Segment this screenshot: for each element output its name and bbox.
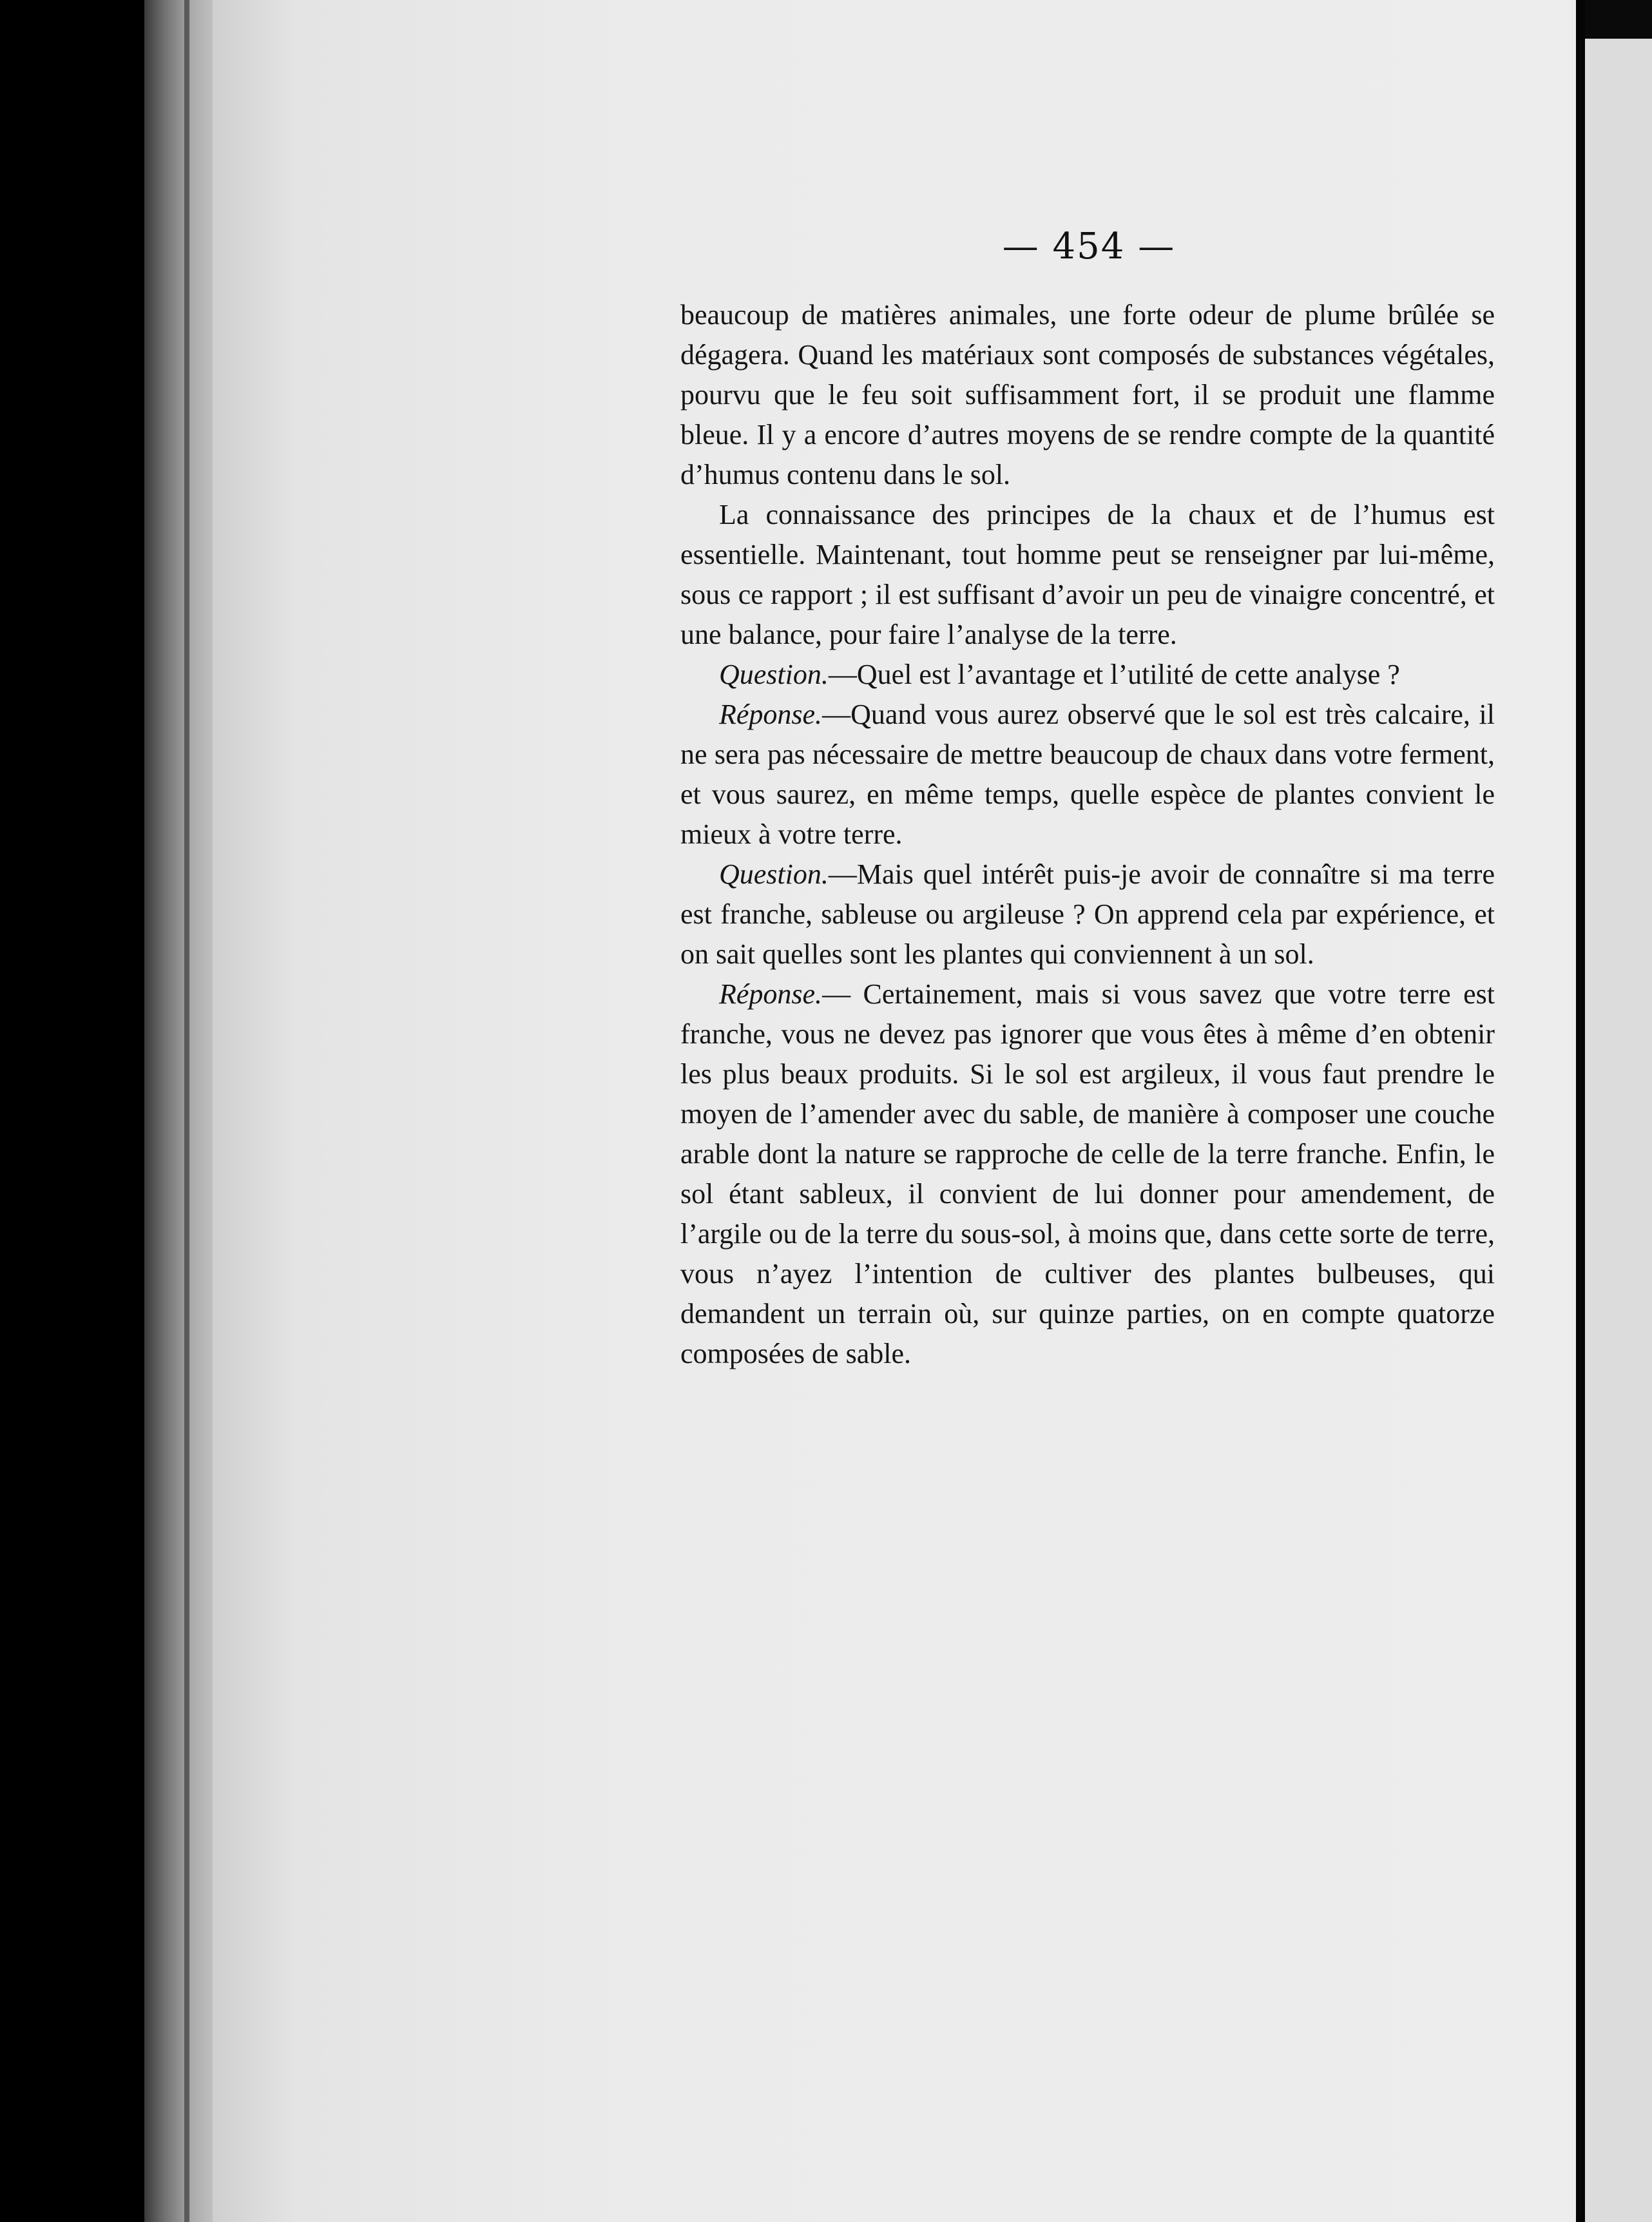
speaker-label: Réponse. bbox=[719, 978, 823, 1010]
paragraph bbox=[680, 655, 1495, 695]
paragraph bbox=[680, 295, 1495, 495]
paragraph-text: —Mais quel intérêt puis-je avoir de connaître si ma terre est franche, sableuse ou argileuse ? On apprend cela par expérience, et on sait quelles sont les plantes qui conviennent à un sol. bbox=[680, 858, 1495, 970]
speaker-label: Réponse. bbox=[719, 699, 823, 730]
page-edge-shadow bbox=[184, 0, 189, 2222]
paragraph bbox=[680, 495, 1495, 655]
paragraph bbox=[680, 974, 1495, 1374]
paragraph-text: La connaissance des principes de la chaux et de l’humus est essentielle. Maintenant, tout homme peut se renseigner par lui-même, sous ce rapport ; il est suffisant d’avoir un peu de vinaigre concentré, et une balance, pour faire l’analyse de la terre. bbox=[680, 499, 1495, 650]
speaker-label: Question. bbox=[719, 659, 829, 690]
paragraph-text: — Certainement, mais si vous savez que votre terre est franche, vous ne devez pas ignorer que vous êtes à même d’en obtenir les plus beaux produits. Si le sol est argileux, il vous faut prendre le moyen de l’amender avec du sable, de manière à composer une couche arable dont la nature se rapproche de celle de la terre franche. Enfin, le sol étant sableux, il convient de lui donner pour amendement, de l’argile ou de la terre du sous-sol, à moins que, dans cette sorte de terre, vous n’ayez l’intention de cultiver des plantes bulbeuses, qui demandent un terrain où, sur quinze parties, on en compte quatorze composées de sable. bbox=[680, 978, 1495, 1369]
next-page-top-shadow bbox=[1585, 0, 1652, 39]
page-number: — 454 — bbox=[1002, 226, 1176, 267]
paragraph bbox=[680, 695, 1495, 855]
next-page-sliver bbox=[1585, 39, 1652, 2222]
paragraph-text: —Quand vous aurez observé que le sol est très calcaire, il ne sera pas nécessaire de mettre beaucoup de chaux dans votre ferment, et vous saurez, en même temps, quelle espèce de plantes convient le mieux à votre terre. bbox=[680, 699, 1495, 850]
paragraph-text: beaucoup de matières animales, une forte odeur de plume brûlée se dégagera. Quand les matériaux sont composés de substances végétales, pourvu que le feu soit suffisamment fort, il se produit une flamme bleue. Il y a encore d’autres moyens de se rendre compte de la quantité d’humus contenu dans le sol. bbox=[680, 299, 1495, 490]
page-divider bbox=[1576, 0, 1585, 2222]
paragraph-text: —Quel est l’avantage et l’utilité de cette analyse ? bbox=[828, 659, 1400, 690]
book-gutter bbox=[144, 0, 222, 2222]
paragraph bbox=[680, 855, 1495, 974]
speaker-label: Question. bbox=[719, 858, 829, 890]
body-text bbox=[680, 295, 1495, 1374]
